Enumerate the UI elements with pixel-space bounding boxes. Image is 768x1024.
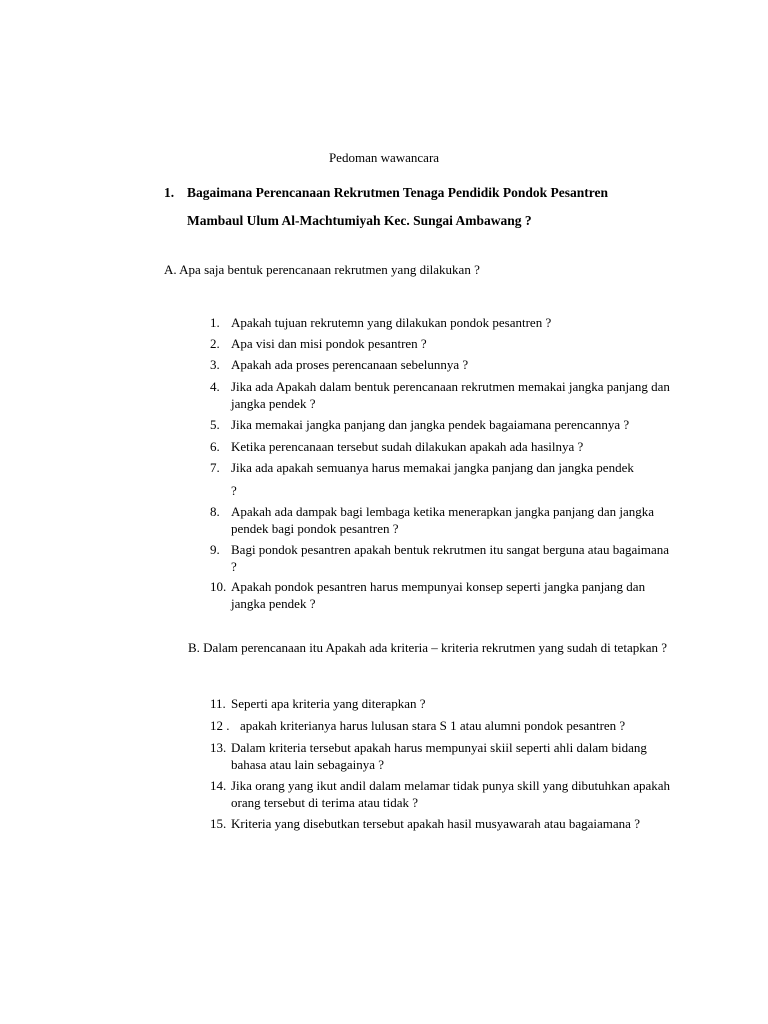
list-item xyxy=(210,777,670,811)
list-item xyxy=(210,416,670,433)
item-text: apakah kriterianya harus lulusan stara S 1 atau alumni pondok pesantren ? xyxy=(240,718,626,733)
item-text: Jika orang yang ikut andil dalam melamar tidak punya skill yang dibutuhkan apakah orang tersebut di terima atau tidak ? xyxy=(231,778,670,810)
section-a-heading: A. Apa saja bentuk perencanaan rekrutmen yang dilakukan ? xyxy=(164,262,480,277)
item-text: Jika ada apakah semuanya harus memakai jangka panjang dan jangka pendek xyxy=(231,460,634,475)
list-item xyxy=(210,739,670,773)
list-item xyxy=(210,695,670,712)
item-text: Jika memakai jangka panjang dan jangka pendek bagaiamana perencannya ? xyxy=(231,417,630,432)
item-number: 6. xyxy=(210,439,220,454)
item-text: Apakah pondok pesantren harus mempunyai konsep seperti jangka panjang dan jangka pendek ? xyxy=(231,579,646,611)
item-number: 12 . xyxy=(210,718,230,733)
item-number: 11. xyxy=(210,696,226,711)
main-question-line-2: Mambaul Ulum Al-Machtumiyah Kec. Sungai Ambawang ? xyxy=(187,213,532,228)
list-item xyxy=(210,335,670,352)
list-item xyxy=(210,578,670,612)
item-number: 15. xyxy=(210,816,227,831)
page-title: Pedoman wawancara xyxy=(328,150,440,165)
item-text: Dalam kriteria tersebut apakah harus mempunyai skiil seperti ahli dalam bidang bahasa atau lain sebagainya ? xyxy=(231,740,647,772)
item-number: 8. xyxy=(210,504,220,519)
list-item xyxy=(210,717,670,734)
section-b-heading: B. Dalam perencanaan itu Apakah ada kriteria – kriteria rekrutmen yang sudah di tetapkan ? xyxy=(188,640,668,655)
item-text: Apakah tujuan rekrutemn yang dilakukan pondok pesantren ? xyxy=(231,315,552,330)
item-number: 3. xyxy=(210,357,220,372)
item-number: 5. xyxy=(210,417,220,432)
item-text: Jika ada Apakah dalam bentuk perencanaan rekrutmen memakai jangka panjang dan jangka pendek ? xyxy=(231,379,670,411)
item-text: Seperti apa kriteria yang diterapkan ? xyxy=(231,696,426,711)
item-number: 4. xyxy=(210,379,220,394)
list-item xyxy=(210,541,670,575)
main-question-line-1: Bagaimana Perencanaan Rekrutmen Tenaga Pendidik Pondok Pesantren xyxy=(187,185,609,200)
list-item xyxy=(210,459,670,499)
item-text: Ketika perencanaan tersebut sudah dilakukan apakah ada hasilnya ? xyxy=(231,439,584,454)
item-number: 14. xyxy=(210,778,227,793)
item-text: Kriteria yang disebutkan tersebut apakah hasil musyawarah atau bagaiamana ? xyxy=(231,816,640,831)
list-item xyxy=(210,815,670,832)
item-text: Apakah ada dampak bagi lembaga ketika menerapkan jangka panjang dan jangka pendek bagi pondok pesantren ? xyxy=(231,504,655,536)
list-item xyxy=(210,503,670,537)
item-text: Apakah ada proses perencanaan sebelunnya ? xyxy=(231,357,469,372)
item-number: 9. xyxy=(210,542,220,557)
item-text: Bagi pondok pesantren apakah bentuk rekrutmen itu sangat berguna atau bagaimana ? xyxy=(231,542,670,574)
list-item xyxy=(210,356,670,373)
list-item xyxy=(210,314,670,331)
item-trailing-mark: ? xyxy=(231,483,237,498)
item-number: 7. xyxy=(210,460,220,475)
main-question-number: 1. xyxy=(164,185,175,200)
item-text: Apa visi dan misi pondok pesantren ? xyxy=(231,336,427,351)
list-item xyxy=(210,378,670,412)
item-number: 10. xyxy=(210,579,227,594)
item-number: 1. xyxy=(210,315,220,330)
item-number: 2. xyxy=(210,336,220,351)
item-number: 13. xyxy=(210,740,227,755)
list-item xyxy=(210,438,670,455)
